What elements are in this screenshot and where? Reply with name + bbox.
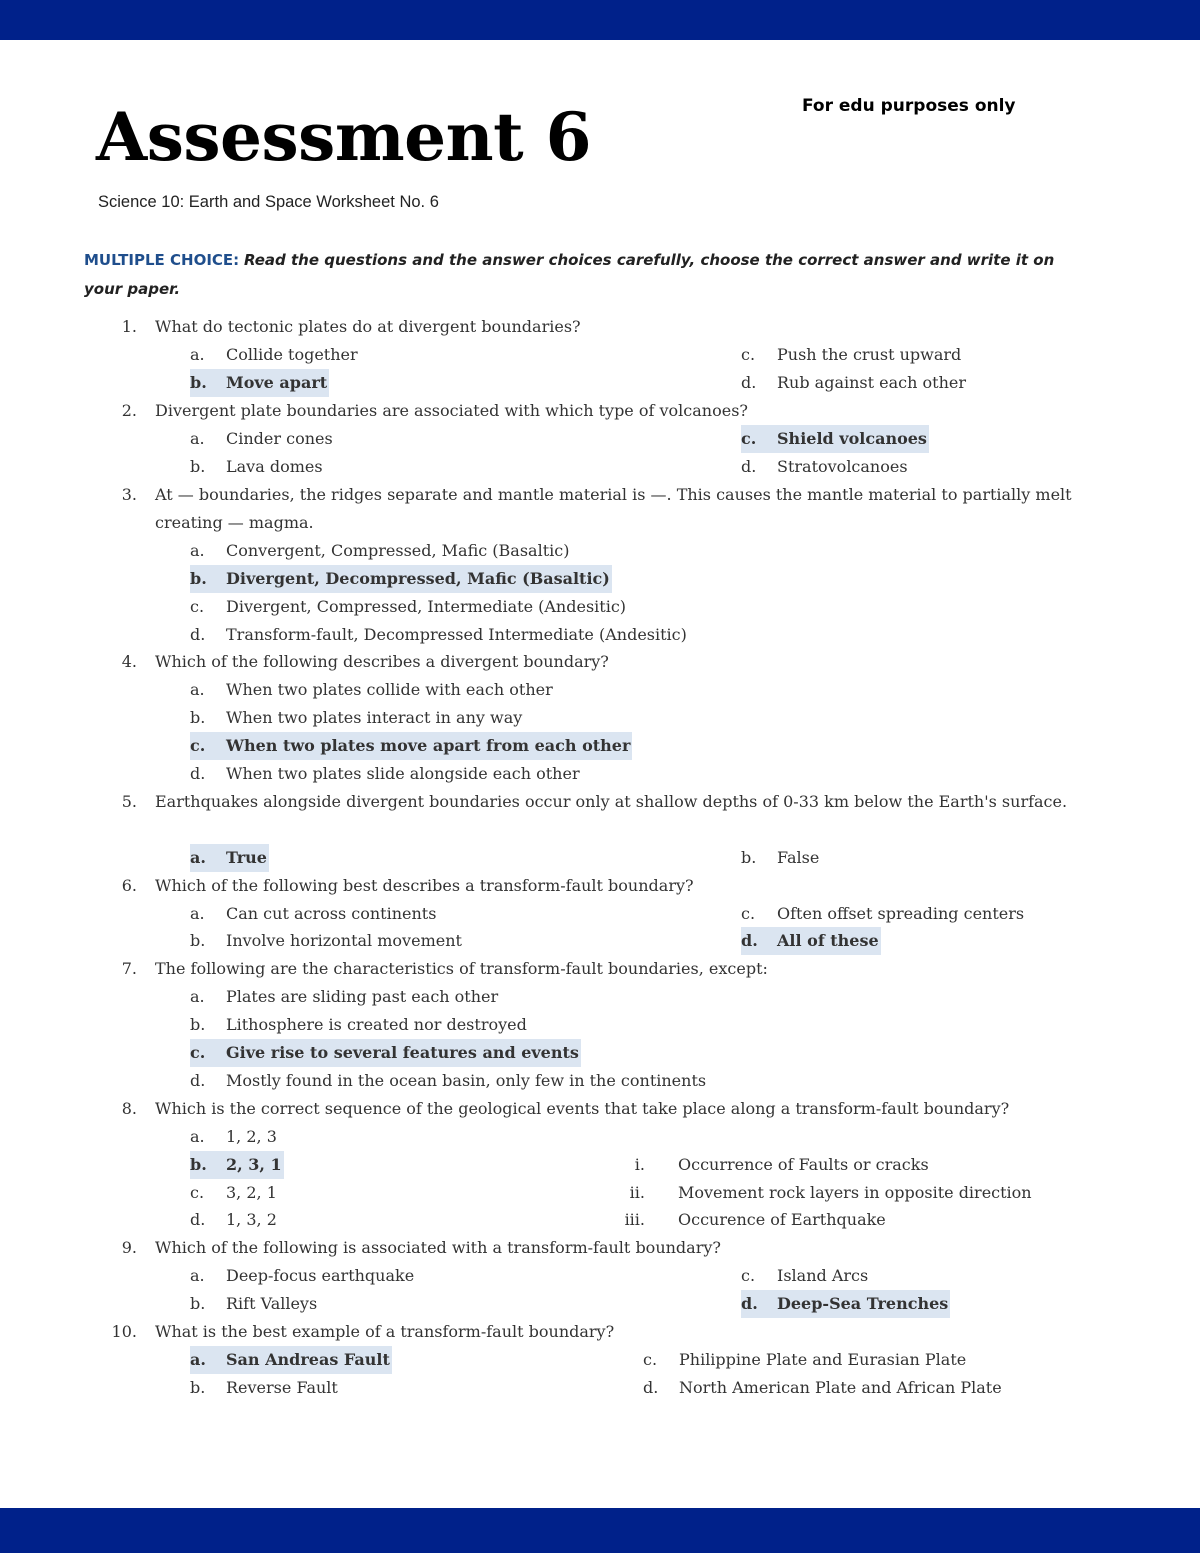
option-letter: a. <box>190 848 206 867</box>
correct-answer-option <box>741 1290 950 1318</box>
answer-option <box>190 1206 277 1234</box>
option-text: When two plates collide with each other <box>226 680 553 699</box>
question-number: 1. <box>121 317 137 336</box>
option-letter: c. <box>190 1043 206 1062</box>
option-letter: c. <box>190 1183 205 1202</box>
option-text: 3, 2, 1 <box>226 1183 277 1202</box>
option-letter: a. <box>190 987 205 1006</box>
option-letter: a. <box>190 1266 205 1285</box>
option-text: Rift Valleys <box>226 1294 318 1313</box>
event-text: Movement rock layers in opposite direction <box>678 1183 1032 1202</box>
question-number: 6. <box>121 876 137 895</box>
option-text: Plates are sliding past each other <box>226 987 499 1006</box>
option-text: Deep-Sea Trenches <box>777 1294 949 1313</box>
event-text: Occurence of Earthquake <box>678 1210 886 1229</box>
option-text: Stratovolcanoes <box>777 457 908 476</box>
answer-option <box>190 927 462 955</box>
option-letter: b. <box>190 1155 207 1174</box>
event-numeral: iii. <box>624 1210 645 1229</box>
option-text: Often offset spreading centers <box>777 904 1025 923</box>
option-letter: c. <box>190 597 205 616</box>
option-letter: b. <box>190 708 206 727</box>
correct-answer-option <box>190 565 612 593</box>
option-letter: c. <box>643 1350 658 1369</box>
option-text: When two plates slide alongside each other <box>226 764 580 783</box>
option-letter: c. <box>741 429 757 448</box>
option-letter: d. <box>741 457 757 476</box>
question-text: Which is the correct sequence of the geological events that take place along a transform-fault boundary? <box>155 1099 1010 1118</box>
option-text: Convergent, Compressed, Mafic (Basaltic) <box>226 541 570 560</box>
event-text: Occurrence of Faults or cracks <box>678 1155 929 1174</box>
correct-answer-option <box>190 1346 392 1374</box>
option-letter: a. <box>190 541 205 560</box>
option-letter: b. <box>190 931 206 950</box>
option-letter: a. <box>190 1127 205 1146</box>
option-letter: d. <box>643 1378 659 1397</box>
answer-option <box>190 537 569 565</box>
answer-option <box>190 1123 277 1151</box>
option-text: Divergent, Decompressed, Mafic (Basaltic) <box>226 569 610 588</box>
option-text: Philippine Plate and Eurasian Plate <box>679 1350 967 1369</box>
question-number: 5. <box>121 792 137 811</box>
answer-option <box>741 1262 868 1290</box>
option-text: North American Plate and African Plate <box>679 1378 1002 1397</box>
instructions-lead: MULTIPLE CHOICE: <box>84 251 240 269</box>
option-text: Give rise to several features and events <box>226 1043 579 1062</box>
option-letter: a. <box>190 345 205 364</box>
correct-answer-option <box>190 844 269 872</box>
correct-answer-option <box>741 927 881 955</box>
option-text: 1, 2, 3 <box>226 1127 277 1146</box>
question-text: What do tectonic plates do at divergent boundaries? <box>155 317 581 336</box>
usage-notice: For edu purposes only <box>802 96 1016 116</box>
option-text: All of these <box>777 931 879 950</box>
correct-answer-option <box>190 1039 581 1067</box>
option-text: Shield volcanoes <box>777 429 927 448</box>
question-number: 9. <box>121 1238 137 1257</box>
correct-answer-option <box>741 425 929 453</box>
option-text: Cinder cones <box>226 429 333 448</box>
instructions <box>84 246 1094 303</box>
option-text: False <box>777 848 820 867</box>
option-text: Involve horizontal movement <box>226 931 462 950</box>
option-letter: d. <box>190 764 206 783</box>
option-text: Divergent, Compressed, Intermediate (Andesitic) <box>226 597 627 616</box>
option-letter: a. <box>190 429 205 448</box>
answer-option <box>190 453 323 481</box>
option-text: 1, 3, 2 <box>226 1210 277 1229</box>
option-text: Island Arcs <box>777 1266 869 1285</box>
option-letter: c. <box>741 904 756 923</box>
option-letter: b. <box>190 373 207 392</box>
option-letter: d. <box>190 1071 206 1090</box>
option-letter: a. <box>190 904 205 923</box>
option-text: Push the crust upward <box>777 345 962 364</box>
question-number: 7. <box>121 959 137 978</box>
question-number: 2. <box>121 401 137 420</box>
event-numeral: ii. <box>629 1183 645 1202</box>
option-letter: d. <box>741 1294 758 1313</box>
answer-option <box>190 676 553 704</box>
answer-option <box>741 844 819 872</box>
answer-option <box>643 1374 1002 1402</box>
option-text: Can cut across continents <box>226 904 437 923</box>
correct-answer-option <box>190 1151 284 1179</box>
correct-answer-option <box>190 369 329 397</box>
question-text: What is the best example of a transform-fault boundary? <box>155 1322 615 1341</box>
question-text: At — boundaries, the ridges separate and mantle material is —. This causes the mantle material to partially melt creating — magma. <box>155 485 1072 532</box>
answer-option <box>643 1346 966 1374</box>
option-letter: c. <box>741 1266 756 1285</box>
instructions-text: Read the questions and the answer choices carefully, choose the correct answer and write it on your paper. <box>84 251 1055 298</box>
option-letter: d. <box>190 1210 206 1229</box>
answer-option <box>190 983 498 1011</box>
option-letter: a. <box>190 1350 206 1369</box>
event-numeral: i. <box>634 1155 645 1174</box>
option-letter: d. <box>741 373 757 392</box>
answer-option <box>190 1011 527 1039</box>
answer-option <box>741 369 966 397</box>
question-text: Which of the following is associated with a transform-fault boundary? <box>155 1238 721 1257</box>
option-letter: b. <box>190 457 206 476</box>
page-title: Assessment 6 <box>96 98 592 176</box>
option-letter: d. <box>190 625 206 644</box>
option-text: Mostly found in the ocean basin, only few in the continents <box>226 1071 707 1090</box>
question-text: Which of the following describes a divergent boundary? <box>155 652 609 671</box>
answer-option <box>190 1290 317 1318</box>
answer-option <box>190 1179 277 1207</box>
correct-answer-option <box>190 732 632 760</box>
option-text: Lava domes <box>226 457 323 476</box>
option-letter: b. <box>741 848 757 867</box>
answer-option <box>190 900 436 928</box>
option-letter: b. <box>190 569 207 588</box>
option-text: 2, 3, 1 <box>226 1155 282 1174</box>
answer-option <box>190 760 580 788</box>
answer-option <box>190 1262 414 1290</box>
question-number: 10. <box>111 1322 137 1341</box>
option-text: Deep-focus earthquake <box>226 1266 415 1285</box>
option-text: Lithosphere is created nor destroyed <box>226 1015 527 1034</box>
option-letter: c. <box>190 736 206 755</box>
worksheet-subtitle: Science 10: Earth and Space Worksheet No. 6 <box>98 193 439 211</box>
option-letter: b. <box>190 1015 206 1034</box>
answer-option <box>190 425 333 453</box>
option-text: Move apart <box>226 373 328 392</box>
option-letter: b. <box>190 1294 206 1313</box>
answer-option <box>190 704 522 732</box>
option-text: When two plates move apart from each other <box>226 736 631 755</box>
option-letter: a. <box>190 680 205 699</box>
option-letter: c. <box>741 345 756 364</box>
option-text: Transform-fault, Decompressed Intermediate (Andesitic) <box>226 625 687 644</box>
answer-option <box>190 621 687 649</box>
top-color-band <box>0 0 1200 40</box>
option-letter: b. <box>190 1378 206 1397</box>
question-text: The following are the characteristics of transform-fault boundaries, except: <box>155 959 768 978</box>
answer-option <box>741 341 961 369</box>
option-letter: d. <box>741 931 758 950</box>
question-text: Divergent plate boundaries are associated with which type of volcanoes? <box>155 401 748 420</box>
answer-option <box>190 593 626 621</box>
question-text: Earthquakes alongside divergent boundaries occur only at shallow depths of 0-33 km below the Earth's surface. <box>155 792 1068 811</box>
option-text: Rub against each other <box>777 373 966 392</box>
question-number: 8. <box>121 1099 137 1118</box>
option-text: Collide together <box>226 345 358 364</box>
option-text: Reverse Fault <box>226 1378 338 1397</box>
bottom-color-band <box>0 1508 1200 1553</box>
option-text: When two plates interact in any way <box>226 708 523 727</box>
answer-option <box>190 1067 706 1095</box>
question-number: 3. <box>121 485 137 504</box>
question-text: Which of the following best describes a transform-fault boundary? <box>155 876 694 895</box>
answer-option <box>190 1374 338 1402</box>
question-number: 4. <box>121 652 137 671</box>
option-text: San Andreas Fault <box>226 1350 390 1369</box>
option-text: True <box>226 848 267 867</box>
answer-option <box>190 341 358 369</box>
answer-option <box>741 453 908 481</box>
answer-option <box>741 900 1024 928</box>
